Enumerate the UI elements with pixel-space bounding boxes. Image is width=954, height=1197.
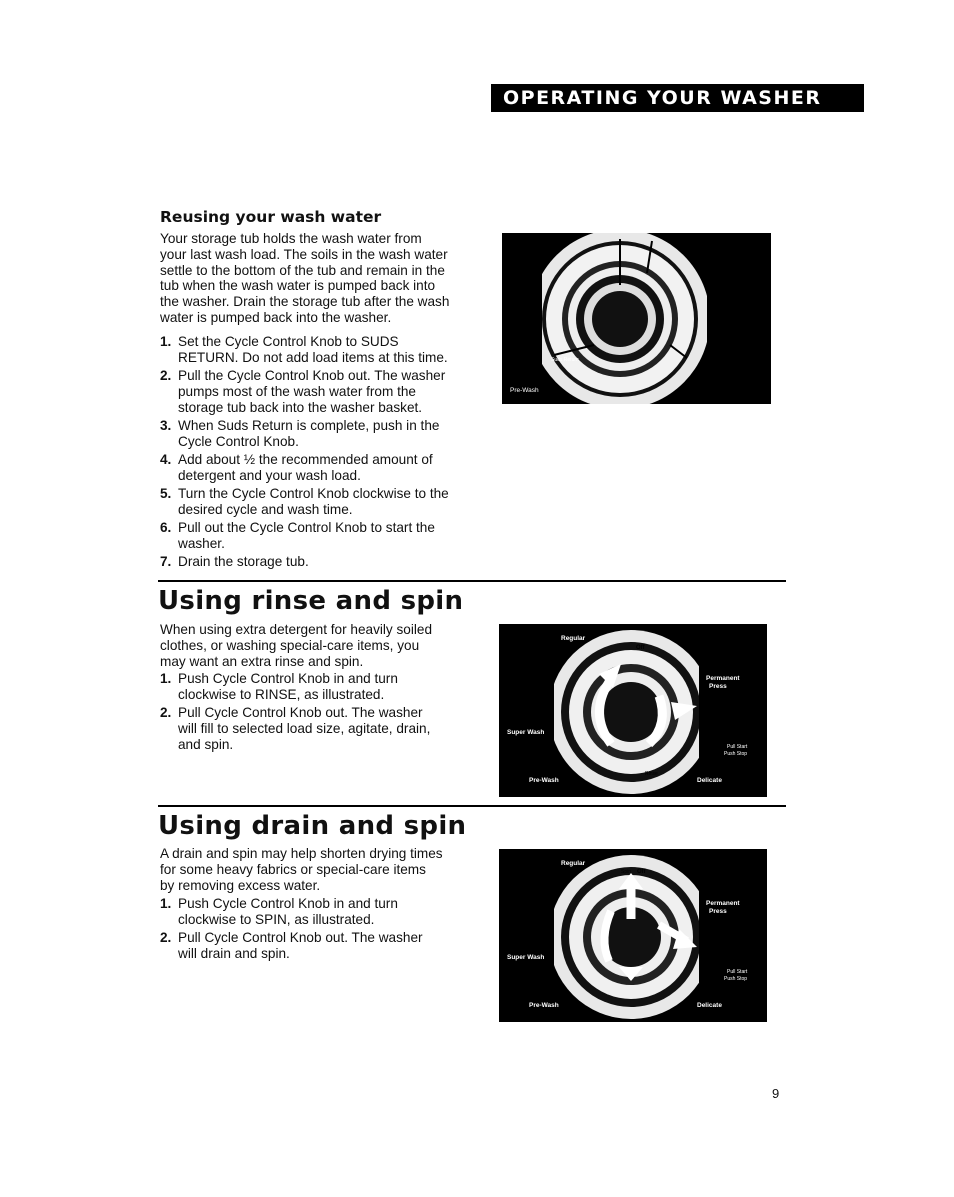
reuse-step-2 (160, 368, 480, 415)
page-number: 9 (772, 1086, 780, 1101)
dial-label-super-wash: Super Wash (507, 729, 545, 736)
step-number: 6. (160, 519, 172, 535)
step-line: Turn the Cycle Control Knob clockwise to the (178, 485, 449, 501)
step-line: Push Cycle Control Knob in and turn (178, 896, 398, 911)
step-line: will drain and spin. (178, 945, 290, 961)
dial-label-prewash: Pre-Wash (529, 777, 559, 784)
dial-label-push-stop: Push Stop (724, 751, 748, 757)
step-number: 3. (160, 417, 172, 433)
rinse-step-2 (160, 705, 460, 752)
drain-title: Using drain and spin (158, 811, 467, 841)
rinse-steps (160, 671, 460, 755)
step-line: washer. (178, 535, 225, 551)
dial-label-press: Press (709, 908, 727, 915)
reuse-intro-line: tub when the wash water is pumped back into (160, 278, 436, 294)
step-number: 2. (160, 929, 172, 945)
dial-label-press: Press (709, 683, 727, 690)
reuse-step-4 (160, 452, 480, 484)
dial-label-off: Off (637, 869, 646, 875)
reuse-intro (160, 231, 449, 326)
rinse-intro (160, 622, 432, 669)
dial-label-prewash: Pre-Wash (510, 387, 539, 394)
rinse-dial-photo (499, 624, 767, 797)
reuse-intro-line: the washer. Drain the storage tub after the wash (160, 294, 450, 310)
dial-label-delicate: Delicate (697, 777, 722, 784)
step-line: will fill to selected load size, agitate, drain, (178, 720, 431, 736)
suds-return-dial-photo (502, 233, 771, 404)
step-number: 1. (160, 334, 172, 349)
dial-label-delicate: Delicate (697, 1002, 722, 1009)
drain-intro (160, 846, 443, 893)
step-line: Set the Cycle Control Knob to SUDS (178, 334, 399, 349)
rinse-intro-line: may want an extra rinse and spin. (160, 653, 364, 669)
dial-illustration (499, 624, 767, 797)
step-number: 2. (160, 704, 172, 720)
step-line: Pull out the Cycle Control Knob to start the (178, 519, 435, 535)
section-header-bar (491, 84, 864, 112)
step-number: 5. (160, 485, 172, 501)
reuse-intro-line: your last wash load. The soils in the wash water (160, 246, 448, 262)
reuse-intro-line: Your storage tub holds the wash water from (160, 231, 422, 246)
reuse-step-7 (160, 554, 480, 570)
drain-intro-line: A drain and spin may help shorten drying times (160, 846, 443, 861)
dial-label-push-stop: Push Stop (724, 976, 748, 982)
step-line: Pull Cycle Control Knob out. The washer (178, 704, 423, 720)
reuse-step-3 (160, 418, 480, 450)
drain-steps (160, 896, 460, 964)
rinse-intro-line: When using extra detergent for heavily soiled (160, 622, 433, 637)
step-line: clockwise to RINSE, as illustrated. (178, 686, 385, 702)
rinse-intro-line: clothes, or washing special-care items, you (160, 637, 420, 653)
dial-label-permanent: Permanent (706, 900, 740, 907)
dial-illustration (499, 849, 767, 1022)
step-line: Pull Cycle Control Knob out. The washer (178, 929, 423, 945)
step-line: Pull the Cycle Control Knob out. The washer (178, 367, 446, 383)
section-divider (158, 805, 786, 807)
reuse-step-6 (160, 520, 480, 552)
reuse-step-5 (160, 486, 480, 518)
drain-intro-line: for some heavy fabrics or special-care items (160, 861, 426, 877)
reuse-step-1 (160, 334, 480, 366)
section-header-title: OPERATING YOUR WASHER (503, 87, 822, 109)
step-number: 4. (160, 451, 172, 467)
step-line: storage tub back into the washer basket. (178, 399, 423, 415)
dial-label-permanent: Permanent (706, 675, 740, 682)
step-line: pumps most of the wash water from the (178, 383, 416, 399)
step-number: 1. (160, 896, 172, 911)
reuse-heading: Reusing your wash water (160, 208, 382, 226)
step-number: 1. (160, 671, 172, 686)
step-line: detergent and your wash load. (178, 467, 361, 483)
dial-label-regular: Regular (561, 635, 586, 642)
spin-dial-photo (499, 849, 767, 1022)
step-line: When Suds Return is complete, push in the (178, 417, 440, 433)
step-line: Drain the storage tub. (178, 553, 309, 569)
dial-label-suds: Suds Return (551, 357, 579, 363)
step-number: 7. (160, 553, 172, 569)
rinse-step-1 (160, 671, 460, 703)
step-line: Add about ½ the recommended amount of (178, 451, 433, 467)
reuse-intro-line: settle to the bottom of the tub and remain in the (160, 262, 445, 278)
reuse-intro-line: water is pumped back into the washer. (160, 309, 392, 325)
dial-label-spin: Spin (621, 869, 632, 875)
step-line: clockwise to SPIN, as illustrated. (178, 911, 375, 927)
drain-intro-line: by removing excess water. (160, 877, 321, 893)
step-line: Cycle Control Knob. (178, 433, 299, 449)
dial-label-off: Off (636, 645, 645, 651)
step-line: RETURN. Do not add load items at this time. (178, 349, 448, 365)
drain-step-1 (160, 896, 460, 928)
drain-step-2 (160, 930, 460, 962)
dial-label-super-wash: Super Wash (507, 954, 545, 961)
step-number: 2. (160, 367, 172, 383)
dial-label-prewash: Pre-Wash (529, 1002, 559, 1009)
dial-label-pull-start: Pull Start (727, 969, 748, 975)
dial-label-regular: Regular (561, 860, 586, 867)
rinse-title: Using rinse and spin (158, 586, 464, 616)
section-divider (158, 580, 786, 582)
reuse-steps (160, 334, 480, 572)
dial-label-rinse: Rinse (645, 771, 658, 777)
step-line: Push Cycle Control Knob in and turn (178, 671, 398, 686)
dial-label-pull-start: Pull Start (727, 744, 748, 750)
step-line: desired cycle and wash time. (178, 501, 353, 517)
step-line: and spin. (178, 736, 234, 752)
dial-illustration (502, 233, 771, 404)
